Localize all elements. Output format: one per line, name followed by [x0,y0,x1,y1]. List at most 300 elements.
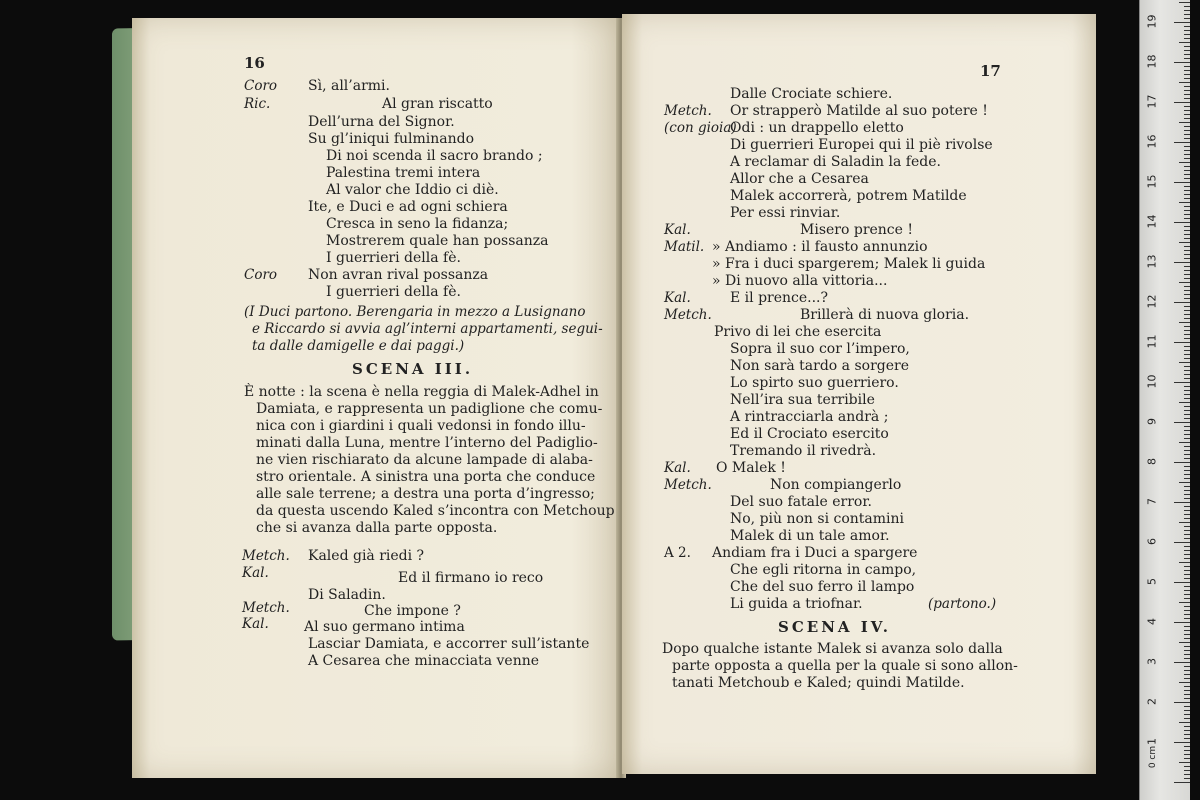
ruler-tick [1184,526,1190,527]
ruler-tick [1184,278,1190,279]
ruler-tick [1179,322,1190,323]
ruler-tick [1184,534,1190,535]
ruler-tick [1184,438,1190,439]
ruler-tick [1184,274,1190,275]
ruler-tick [1184,138,1190,139]
ruler-tick [1184,626,1190,627]
ruler-tick [1184,490,1190,491]
ruler-tick [1184,614,1190,615]
ruler-tick [1184,6,1190,7]
ruler-tick [1184,118,1190,119]
verse-line: Che impone ? [364,603,461,619]
ruler-tick [1184,226,1190,227]
ruler-tick [1184,474,1190,475]
ruler-tick [1184,778,1190,779]
ruler-tick [1184,78,1190,79]
ruler-tick [1174,142,1190,143]
verse-line: A rintracciarla andrà ; [730,409,889,425]
ruler-tick [1184,638,1190,639]
ruler-tick [1184,98,1190,99]
ruler-tick [1184,410,1190,411]
verse-line: Non sarà tardo a sorgere [730,358,909,374]
ruler-tick [1179,242,1190,243]
speaker: A 2. [664,545,691,561]
ruler-tick [1184,590,1190,591]
ruler-tick [1184,50,1190,51]
ruler-tick [1179,722,1190,723]
ruler-tick [1184,374,1190,375]
ruler-tick [1184,578,1190,579]
ruler-tick [1184,390,1190,391]
verse-line: Dalle Crociate schiere. [730,86,893,102]
verse-line: Palestina tremi intera [326,165,481,181]
ruler-tick [1184,598,1190,599]
ruler-tick [1174,742,1190,743]
ruler-number: 7 [1145,498,1159,505]
speaker: (con gioia) [664,120,737,136]
scene-description: stro orientale. A sinistra una porta che conduce [256,469,596,485]
ruler-tick [1184,370,1190,371]
ruler-tick [1184,270,1190,271]
verse-line: Mostrerem quale han possanza [326,233,549,249]
ruler-tick [1184,26,1190,27]
ruler-tick [1184,694,1190,695]
ruler-tick [1184,130,1190,131]
ruler-tick [1184,494,1190,495]
verse-line: Cresca in seno la fidanza; [326,216,509,232]
ruler-tick [1184,546,1190,547]
ruler-number: 8 [1145,458,1159,465]
verse-line: Su gl’iniqui fulminando [308,131,475,147]
ruler-tick [1184,646,1190,647]
ruler-tick [1184,86,1190,87]
ruler-tick [1184,458,1190,459]
ruler-tick [1184,146,1190,147]
ruler-tick [1184,406,1190,407]
speaker: Coro [244,78,278,94]
ruler-tick [1184,94,1190,95]
ruler-number: 15 [1145,174,1159,189]
ruler-tick [1184,286,1190,287]
ruler-tick [1184,310,1190,311]
verse-line: Non compiangerlo [770,477,902,493]
ruler-tick [1184,258,1190,259]
speaker: Kal. [664,290,691,306]
ruler-tick [1184,218,1190,219]
verse-line: Malek accorrerà, potrem Matilde [730,188,967,204]
ruler-tick [1184,730,1190,731]
ruler-tick [1174,622,1190,623]
right-page [622,14,1096,774]
verse-line: O Malek ! [716,460,786,476]
ruler-tick [1184,774,1190,775]
verse-line: » Di nuovo alla vittoria... [712,273,888,289]
ruler-tick [1179,762,1190,763]
ruler-tick [1184,426,1190,427]
ruler-tick [1184,678,1190,679]
verse-line: Per essi rinviar. [730,205,841,221]
ruler-tick [1179,402,1190,403]
ruler-tick [1174,502,1190,503]
ruler-tick [1184,30,1190,31]
verse-line: Che del suo ferro il lampo [730,579,915,595]
verse-line: Al valor che Iddio ci diè. [326,182,499,198]
ruler-tick [1184,766,1190,767]
ruler-tick [1179,682,1190,683]
ruler-tick [1184,530,1190,531]
ruler-tick [1174,222,1190,223]
speaker: Kal. [242,565,269,581]
ruler-tick [1184,158,1190,159]
scene-description: Dopo qualche istante Malek si avanza solo dalla [662,641,1003,657]
ruler-tick [1184,750,1190,751]
verse-line: Non avran rival possanza [308,267,489,283]
scene-description: minati dalla Luna, mentre l’interno del Padiglio- [256,435,598,451]
verse-line: Or strapperò Matilde al suo potere ! [730,103,988,119]
ruler-tick [1179,2,1190,3]
ruler-tick [1184,250,1190,251]
ruler-tick [1184,718,1190,719]
ruler-tick [1184,334,1190,335]
ruler-tick [1179,362,1190,363]
ruler-tick [1184,34,1190,35]
speaker: Metch. [242,600,290,616]
stage-direction: (partono.) [928,596,997,612]
ruler-tick [1184,698,1190,699]
ruler-tick [1184,230,1190,231]
ruler-tick [1184,166,1190,167]
ruler-tick [1184,54,1190,55]
ruler-number: 17 [1145,94,1159,109]
ruler-number: 18 [1145,54,1159,69]
ruler-tick [1184,594,1190,595]
page-number-right: 17 [980,62,1001,80]
measuring-ruler [1139,0,1190,800]
ruler-tick [1174,262,1190,263]
ruler-tick [1184,470,1190,471]
ruler-tick [1184,670,1190,671]
ruler-tick [1184,70,1190,71]
ruler-tick [1184,350,1190,351]
ruler-tick [1184,658,1190,659]
verse-line: E il prence...? [730,290,829,306]
verse-line: Di guerrieri Europei qui il piè rivolse [730,137,993,153]
ruler-tick [1184,294,1190,295]
ruler-number: 1 [1145,738,1159,745]
ruler-tick [1184,110,1190,111]
speaker: Metch. [664,477,712,493]
ruler-tick [1179,202,1190,203]
ruler-tick [1184,726,1190,727]
ruler-tick [1184,306,1190,307]
verse-line: Nell’ira sua terribile [730,392,875,408]
ruler-tick [1184,514,1190,515]
verse-line: Sopra il suo cor l’impero, [730,341,910,357]
verse-line: Privo di lei che esercita [714,324,882,340]
ruler-number: 3 [1145,658,1159,665]
ruler-tick [1184,114,1190,115]
ruler-tick [1184,326,1190,327]
stage-direction: ta dalle damigelle e dai paggi.) [252,338,465,354]
ruler-tick [1184,74,1190,75]
verse-line: Tremando il rivedrà. [730,443,877,459]
ruler-tick [1184,430,1190,431]
ruler-tick [1184,466,1190,467]
ruler-tick [1184,634,1190,635]
verse-line: Del suo fatale error. [730,494,872,510]
verse-line: Ite, e Duci e ad ogni schiera [308,199,508,215]
ruler-tick [1174,542,1190,543]
ruler-tick [1174,382,1190,383]
ruler-tick [1184,358,1190,359]
verse-line: No, più non si contamini [730,511,905,527]
ruler-number: 6 [1145,538,1159,545]
verse-line: Di Saladin. [308,587,386,603]
speaker: Kal. [242,616,269,632]
speaker: Ric. [244,96,271,112]
verse-line: Odi : un drappello eletto [730,120,904,136]
ruler-tick [1184,734,1190,735]
speaker: Coro [244,267,278,283]
ruler-tick [1174,582,1190,583]
ruler-tick [1174,422,1190,423]
ruler-number: 19 [1145,14,1159,29]
ruler-tick [1184,314,1190,315]
ruler-tick [1184,746,1190,747]
ruler-tick [1184,338,1190,339]
verse-line: Dell’urna del Signor. [308,114,455,130]
ruler-tick [1184,650,1190,651]
ruler-tick [1184,558,1190,559]
verse-line: Li guida a triofnar. [730,596,863,612]
scene-heading: SCENA IV. [778,618,892,636]
ruler-number: 2 [1145,698,1159,705]
verse-line: Lasciar Damiata, e accorrer sull’istante [308,636,590,652]
ruler-tick [1179,162,1190,163]
ruler-tick [1184,690,1190,691]
verse-line: Al suo germano intima [304,619,465,635]
ruler-tick [1174,782,1190,783]
scene-description: che si avanza dalla parte opposta. [256,520,498,536]
scene-description: ne vien rischiarato da alcune lampade di alaba- [256,452,593,468]
ruler-tick [1184,606,1190,607]
ruler-tick [1184,738,1190,739]
page-number-left: 16 [244,54,265,72]
ruler-tick [1184,666,1190,667]
ruler-number: 14 [1145,214,1159,229]
ruler-number: 9 [1145,418,1159,425]
verse-line: Allor che a Cesarea [730,171,869,187]
ruler-number: 5 [1145,578,1159,585]
ruler-tick [1184,38,1190,39]
ruler-tick [1184,758,1190,759]
scene-description: È notte : la scena è nella reggia di Malek-Adhel in [244,384,599,400]
ruler-tick [1184,10,1190,11]
stage-direction: (I Duci partono. Berengaria in mezzo a Lusignano [244,304,586,320]
ruler-tick [1184,238,1190,239]
ruler-tick [1184,206,1190,207]
ruler-tick [1184,454,1190,455]
left-page [132,18,620,778]
ruler-tick [1184,266,1190,267]
ruler-tick [1184,126,1190,127]
ruler-tick [1184,386,1190,387]
verse-line: Che egli ritorna in campo, [730,562,917,578]
ruler-tick [1184,486,1190,487]
ruler-tick [1184,518,1190,519]
stage-direction: e Riccardo si avvia agl’interni appartamenti, segui- [252,321,603,337]
ruler-tick [1184,106,1190,107]
ruler-tick [1184,686,1190,687]
ruler-tick [1179,82,1190,83]
verse-line: Al gran riscatto [382,96,493,112]
ruler-tick [1174,102,1190,103]
ruler-tick [1184,354,1190,355]
verse-line: Malek di un tale amor. [730,528,890,544]
ruler-tick [1184,538,1190,539]
speaker: Kal. [664,222,691,238]
scene-description: Damiata, e rappresenta un padiglione che comu- [256,401,603,417]
ruler-tick [1184,710,1190,711]
ruler-number: 12 [1145,294,1159,309]
ruler-tick [1184,330,1190,331]
verse-line: Di noi scenda il sacro brando ; [326,148,543,164]
verse-line: Kaled già riedi ? [308,548,425,564]
ruler-tick [1184,630,1190,631]
ruler-tick [1184,754,1190,755]
ruler-tick [1184,610,1190,611]
ruler-tick [1184,90,1190,91]
ruler-tick [1184,434,1190,435]
ruler-tick [1179,642,1190,643]
scene-description: da questa uscendo Kaled s’incontra con Metchoup [256,503,615,519]
ruler-tick [1184,618,1190,619]
ruler-tick [1184,554,1190,555]
verse-line: Andiam fra i Duci a spargere [712,545,918,561]
ruler-number: 10 [1145,374,1159,389]
ruler-tick [1184,178,1190,179]
ruler-tick [1184,290,1190,291]
verse-line: I guerrieri della fè. [326,284,461,300]
ruler-tick [1174,342,1190,343]
ruler-tick [1184,210,1190,211]
ruler-tick [1179,522,1190,523]
ruler-tick [1184,654,1190,655]
verse-line: Lo spirto suo guerriero. [730,375,899,391]
ruler-number: 4 [1145,618,1159,625]
ruler-tick [1184,134,1190,135]
scene-heading: SCENA III. [352,360,474,378]
ruler-tick [1184,550,1190,551]
ruler-tick [1184,318,1190,319]
speaker: Kal. [664,460,691,476]
ruler-tick [1184,346,1190,347]
ruler-tick [1184,418,1190,419]
ruler-tick [1174,462,1190,463]
ruler-tick [1184,478,1190,479]
verse-line: » Andiamo : il fausto annunzio [712,239,928,255]
ruler-tick [1184,174,1190,175]
speaker: Metch. [242,548,290,564]
ruler-tick [1184,506,1190,507]
ruler-tick [1184,674,1190,675]
verse-line: Ed il Crociato esercito [730,426,889,442]
ruler-tick [1184,66,1190,67]
ruler-unit-label: 0 cm [1148,745,1159,769]
ruler-tick [1174,22,1190,23]
ruler-tick [1184,366,1190,367]
ruler-tick [1184,570,1190,571]
ruler-tick [1184,510,1190,511]
verse-line: A Cesarea che minacciata venne [308,653,540,669]
verse-line: Sì, all’armi. [308,78,390,94]
ruler-tick [1184,46,1190,47]
ruler-tick [1184,446,1190,447]
ruler-tick [1184,394,1190,395]
scene-description: parte opposta a quella per la quale si sono allon- [672,658,1018,674]
ruler-tick [1184,234,1190,235]
ruler-tick [1184,58,1190,59]
ruler-tick [1184,414,1190,415]
ruler-tick [1174,182,1190,183]
verse-line: Brillerà di nuova gloria. [800,307,970,323]
ruler-tick [1184,450,1190,451]
verse-line: Misero prence ! [800,222,914,238]
ruler-tick [1184,186,1190,187]
ruler-tick [1184,150,1190,151]
ruler-tick [1184,254,1190,255]
ruler-tick [1179,122,1190,123]
ruler-tick [1184,190,1190,191]
ruler-number: 13 [1145,254,1159,269]
verse-line: » Fra i duci spargerem; Malek li guida [712,256,986,272]
ruler-tick [1184,574,1190,575]
scene-description: tanati Metchoub e Kaled; quindi Matilde. [672,675,965,691]
ruler-tick [1184,706,1190,707]
scene-description: alle sale terrene; a destra una porta d’ingresso; [256,486,595,502]
scene-description: nica con i giardini i quali vedonsi in fondo illu- [256,418,586,434]
ruler-tick [1179,482,1190,483]
speaker: Matil. [664,239,705,255]
speaker: Metch. [664,103,712,119]
ruler-tick [1174,702,1190,703]
ruler-tick [1179,42,1190,43]
ruler-tick [1184,198,1190,199]
ruler-tick [1184,18,1190,19]
ruler-tick [1179,602,1190,603]
ruler-tick [1174,302,1190,303]
ruler-tick [1184,154,1190,155]
verse-line: Ed il firmano io reco [398,570,544,586]
ruler-tick [1184,298,1190,299]
ruler-tick [1184,770,1190,771]
ruler-tick [1184,214,1190,215]
ruler-tick [1179,442,1190,443]
ruler-tick [1174,62,1190,63]
ruler-number: 16 [1145,134,1159,149]
ruler-tick [1184,586,1190,587]
ruler-tick [1184,194,1190,195]
speaker: Metch. [664,307,712,323]
verse-line: I guerrieri della fè. [326,250,461,266]
ruler-tick [1184,170,1190,171]
ruler-tick [1184,498,1190,499]
ruler-tick [1174,662,1190,663]
verse-line: A reclamar di Saladin la fede. [730,154,941,170]
ruler-tick [1184,714,1190,715]
ruler-tick [1179,282,1190,283]
ruler-tick [1179,562,1190,563]
